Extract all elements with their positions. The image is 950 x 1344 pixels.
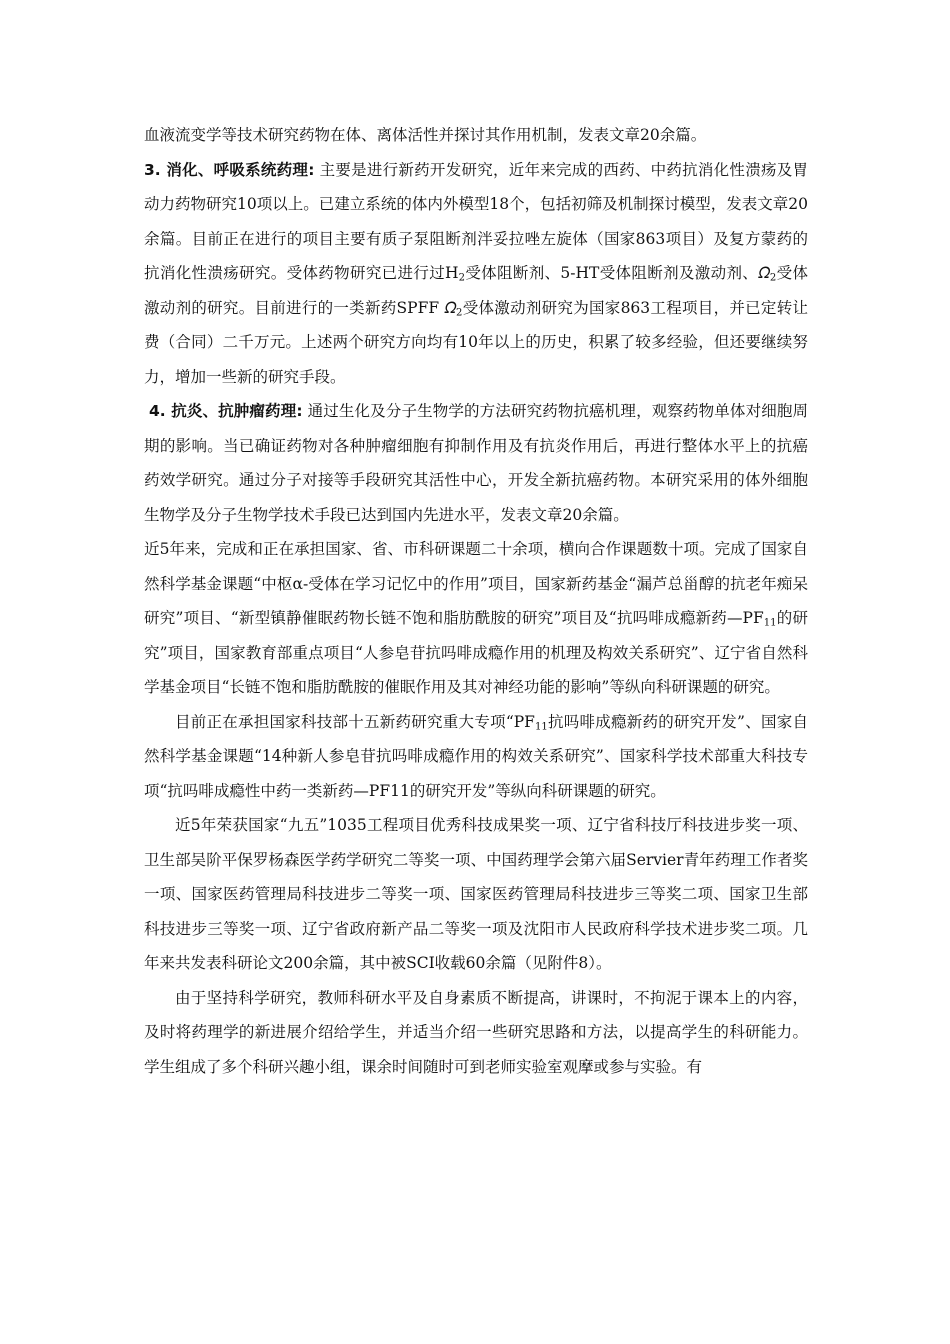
text-run: 受体阻断剂、5-HT受体阻断剂及激动剂、 (464, 264, 759, 282)
paragraph-1 (144, 118, 808, 153)
receptor-symbol: 𝛺 (758, 264, 770, 282)
subscript: 11 (534, 721, 548, 733)
paragraph-1-text: 血液流变学等技术研究药物在体、离体活性并探讨其作用机制，发表文章20余篇。 (144, 126, 707, 144)
paragraph-awards (144, 808, 808, 981)
text-run: 的研究”项目，国家教育部重点项目“人参皂苷抗吗啡成瘾作用的机理及构效关系研究”、辽宁省自然科学基金项目“长链不饱和脂肪酰胺的催眠作用及其对神经功能的影响”等纵向科研课题的研究。 (144, 609, 808, 696)
text-run: 受体激动剂研究为国家863工程项目，并已定转让费（合同）二千万元。上述两个研究方向均有10年以上的历史，积累了较多经验，但还要继续努力，增加一些新的研究手段。 (144, 298, 808, 386)
paragraph-anti-tumor (144, 394, 808, 532)
text-run: 受体激动剂的研究。目前进行的一类新药SPFF (144, 264, 808, 317)
paragraph-current-projects (144, 705, 808, 809)
subscript: 11 (763, 617, 777, 629)
text-run: 近5年来，完成和正在承担国家、省、市科研课题二十余项，横向合作课题数十项。完成了国家自然科学基金课题“中枢α-受体在学习记忆中的作用”项目，国家新药基金“漏芦总甾醇的抗老年痴呆研究”项目、“新型镇静催眠药物长链不饱和脂肪酰胺的研究”项目及“抗吗啡成瘾新药—PF (144, 540, 808, 627)
receptor-symbol: 𝛺 (444, 298, 457, 317)
paragraph-teaching (144, 981, 808, 1085)
section-heading-3: 3. 消化、呼吸系统药理: (144, 160, 315, 179)
text-run: 主要是进行新药开发研究，近年来完成的西药、中药抗消化性溃疡及胃动力药物研究10项以上。已建立系统的体内外模型18个，包括初筛及机制探讨模型，发表文章20余篇。目前正在进行的项目主要有质子泵阻断剂泮妥拉唑左旋体（国家863项目）及复方蒙药的抗消化性溃疡研究。受体药物研究已进行过H (144, 160, 808, 282)
subscript: 2 (456, 307, 463, 319)
paragraph-awards-text: 近5年荣获国家“九五”1035工程项目优秀科技成果奖一项、辽宁省科技厅科技进步奖一项、卫生部吴阶平保罗杨森医学药学研究二等奖一项、中国药理学会第六届Servier青年药理工作者奖一项、国家医药管理局科技进步二等奖一项、国家医药管理局科技进步三等奖二项、国家卫生部科技进步三等奖一项、辽宁省政府新产品二等奖一项及沈阳市人民政府科学技术进步奖二项。几年来共发表科研论文200余篇，其中被SCI收载60余篇（见附件8）。 (144, 816, 808, 972)
paragraph-digestive-respiratory (144, 153, 808, 395)
subscript: 2 (458, 272, 465, 284)
text-run: 通过生化及分子生物学的方法研究药物抗癌机理，观察药物单体对细胞周期的影响。当已确证药物对各种肿瘤细胞有抑制作用及有抗炎作用后，再进行整体水平上的抗癌药效学研究。通过分子对接等手段研究其活性中心，开发全新抗癌药物。本研究采用的体外细胞生物学及分子生物学技术手段已达到国内先进水平，发表文章20余篇。 (144, 402, 808, 524)
paragraph-research-projects (144, 532, 808, 705)
subscript: 2 (769, 272, 777, 284)
paragraph-teaching-text: 由于坚持科学研究，教师科研水平及自身素质不断提高，讲课时，不拘泥于课本上的内容，及时将药理学的新进展介绍给学生，并适当介绍一些研究思路和方法，以提高学生的科研能力。学生组成了多个科研兴趣小组，课余时间随时可到老师实验室观摩或参与实验。有 (144, 988, 808, 1076)
section-heading-4: 4. 抗炎、抗肿瘤药理: (149, 402, 303, 420)
text-run: 抗吗啡成瘾新药的研究开发”、国家自然科学基金课题“14种新人参皂苷抗吗啡成瘾作用的构效关系研究”、国家科学技术部重大科技专项“抗吗啡成瘾性中药一类新药—PF11的研究开发”等纵向科研课题的研究。 (144, 712, 808, 800)
body-text (144, 118, 808, 1084)
text-run: 目前正在承担国家科技部十五新药研究重大专项“PF (175, 712, 535, 731)
